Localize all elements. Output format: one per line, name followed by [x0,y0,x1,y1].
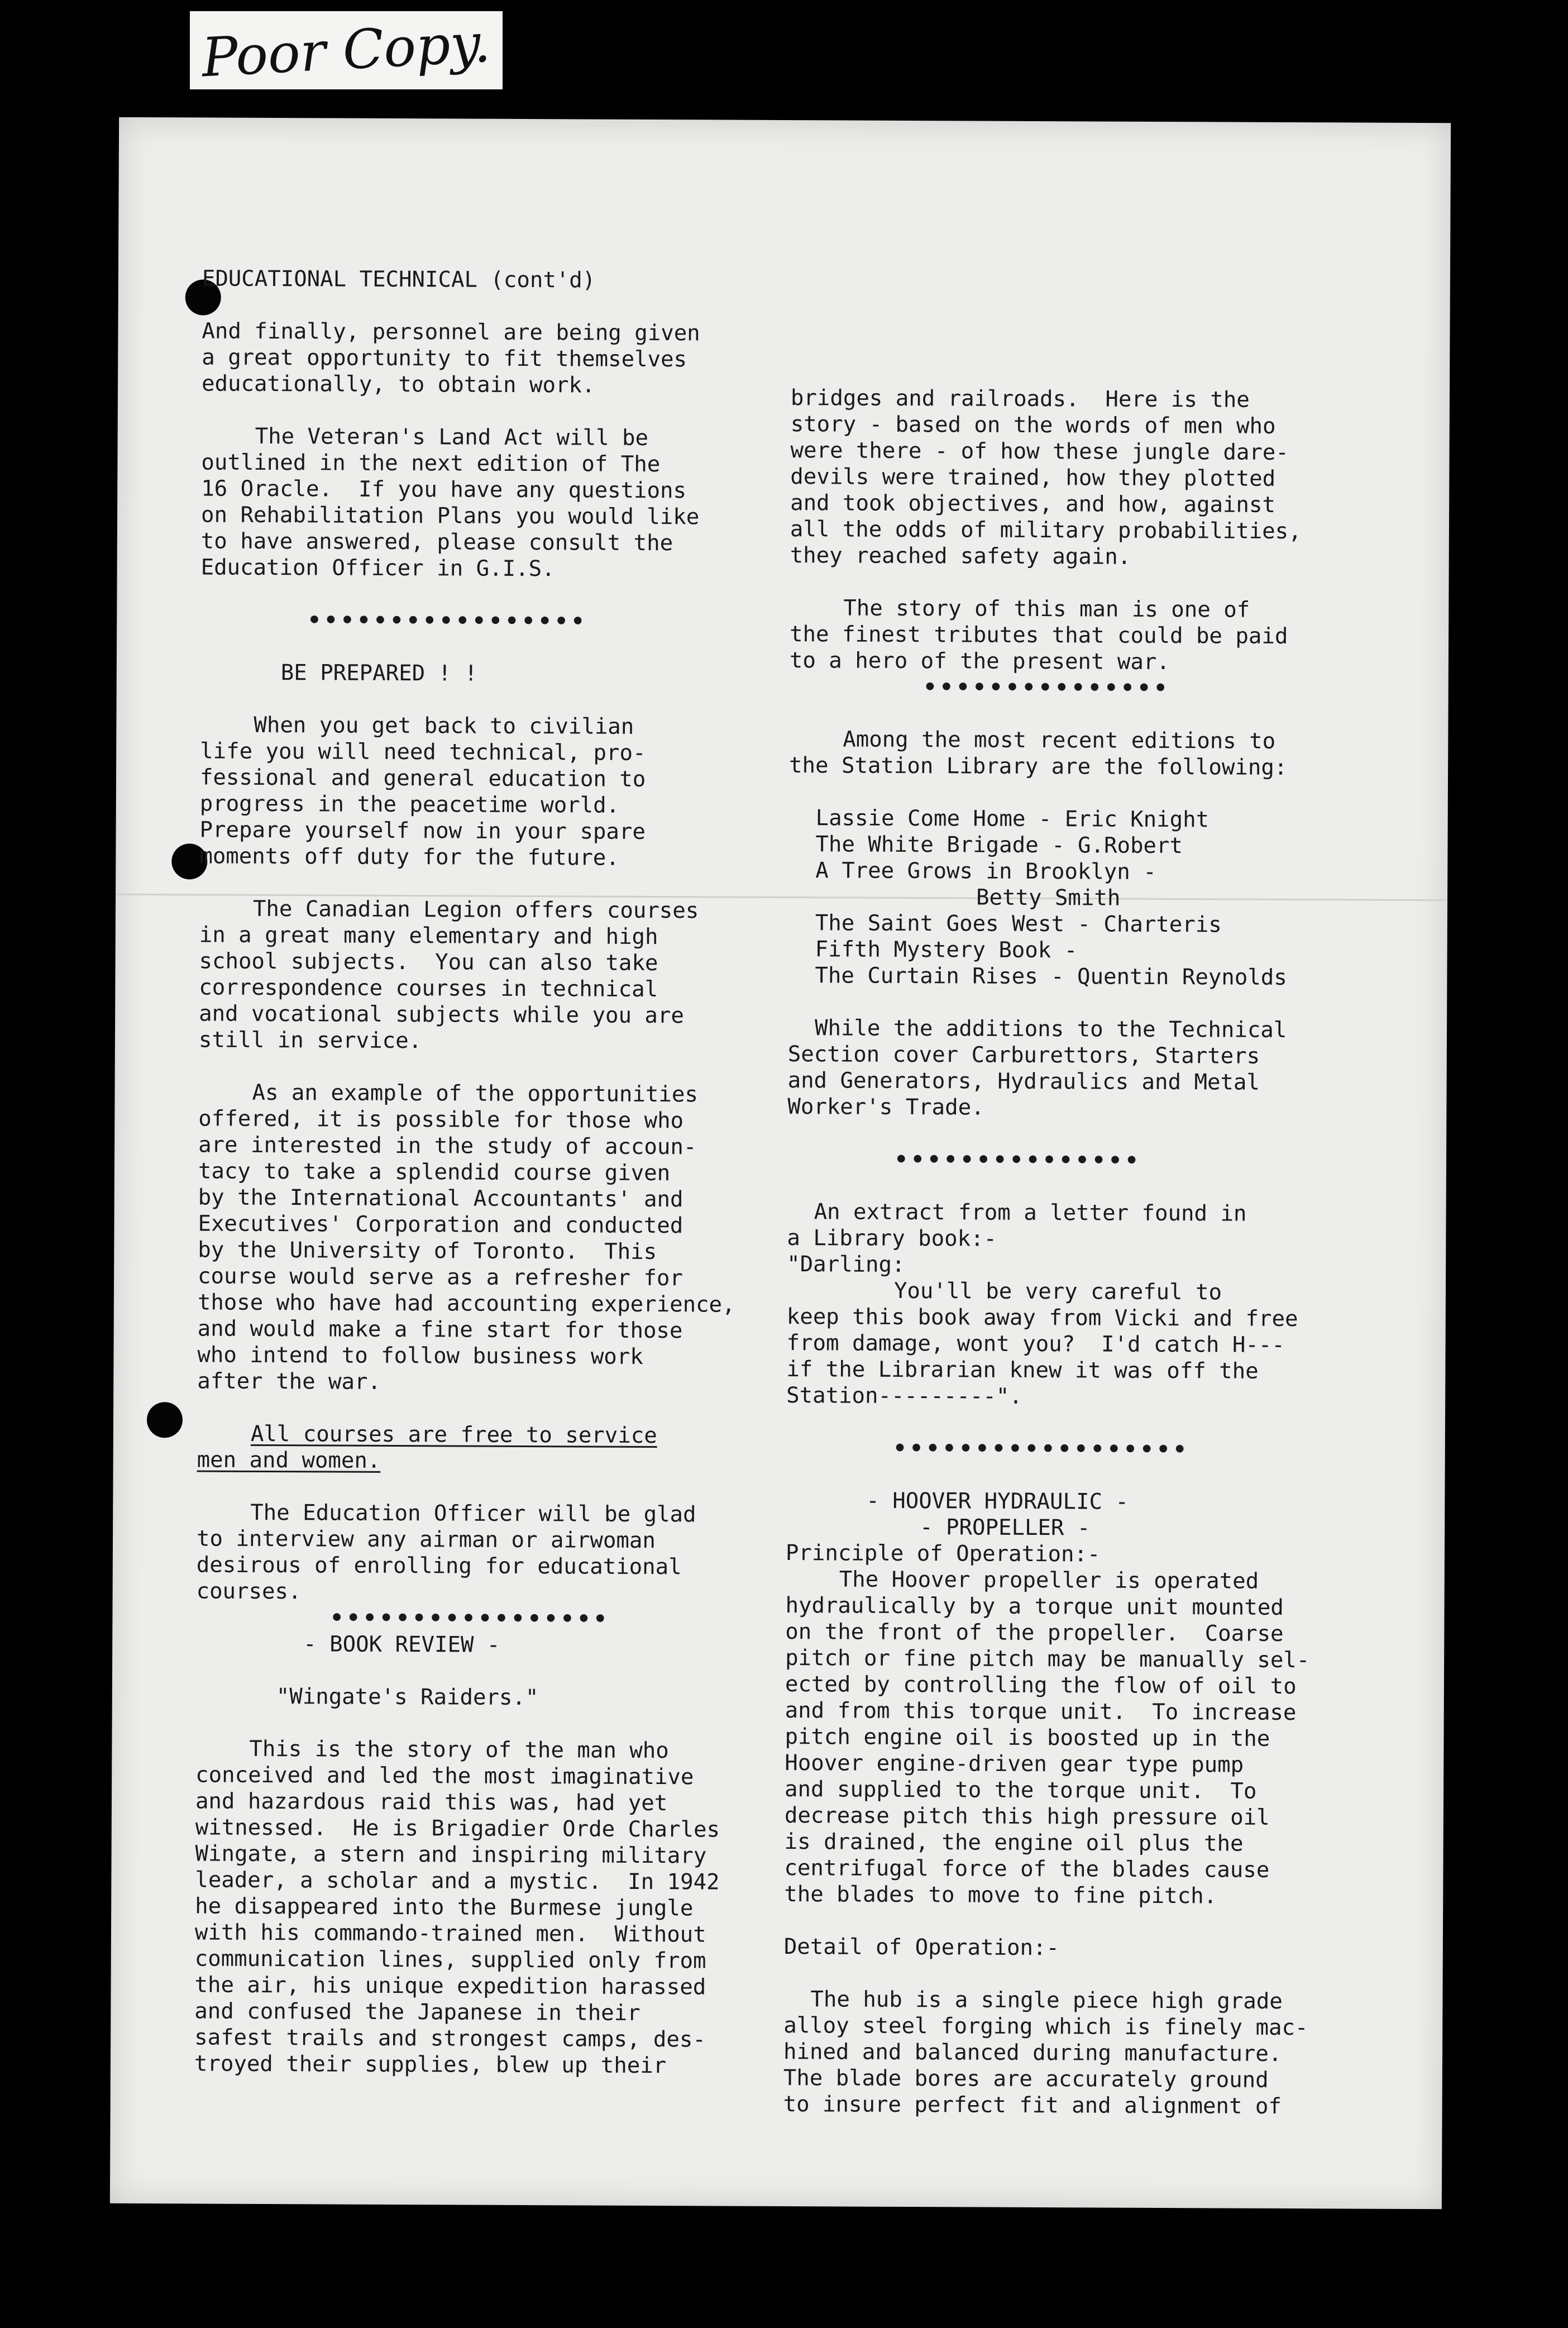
text-line: You'll be very careful to [893,1278,1222,1305]
text-line: outlined in the next edition of The [201,450,661,478]
text-line: BE PREPARED ! ! [280,660,478,686]
text-line: Betty Smith [976,885,1121,911]
text-line: pitch or fine pitch may be manually sel- [785,1645,1310,1673]
blank-line [789,779,1431,808]
blank-line [196,1657,782,1686]
text-line: by the International Accountants' and [198,1185,683,1213]
text-line: The Curtain Rises - Quentin Reynolds [815,963,1287,990]
text-line: hined and balanced during manufacture. [783,2039,1282,2067]
text-line: all the odds of military probabilities, [790,517,1302,545]
blank-line [787,1172,1430,1201]
blank-line [196,1709,782,1738]
text-line: ected by controlling the flow of oil to [785,1672,1297,1700]
blank-line [786,1409,1428,1438]
text-line: Section cover Carburettors, Starters [787,1042,1260,1069]
text-line: All courses are free to service [250,1421,657,1449]
text-line: "Wingate's Raiders." [276,1684,539,1711]
text-line: 16 Oracle. If you have any questions [201,476,687,504]
text-line: troyed their supplies, blew up their [194,2051,667,2079]
text-line: and from this torque unit. To increase [785,1698,1297,1726]
blank-line [200,633,787,662]
text-line: The hub is a single piece high grade [810,1987,1283,2014]
blank-line [791,359,1433,388]
text-line: Executives' Corporation and conducted [198,1211,683,1239]
blank-line [202,292,788,321]
text-line: the air, his unique expedition harassed [194,1972,706,2000]
text-line: correspondence courses in technical [199,975,658,1003]
text-line: and took objectives, and how, against [790,490,1276,518]
text-line: Among the most recent editions to [843,727,1276,754]
text-line: The Saint Goes West - Charteris [815,910,1222,938]
text-line: in a great many elementary and high [199,922,658,950]
section-divider: ••••••••••••••••• [308,608,588,635]
blank-line [199,869,786,898]
text-line: and hazardous raid this was, had yet [195,1788,668,1816]
blank-line [786,1461,1428,1490]
text-line: offered, it is possible for those who [198,1106,684,1134]
text-line: Detail of Operation:- [783,1934,1060,1961]
text-line: bridges and railroads. Here is the [790,385,1250,413]
text-line: Education Officer in G.I.S. [200,555,555,582]
handwritten-label: Poor Copy. [200,11,493,89]
text-line: men and women. [197,1447,381,1473]
text-line: - HOOVER HYDRAULIC - [866,1488,1129,1515]
text-line: and vocational subjects while you are [199,1001,685,1029]
text-line: on the front of the propeller. Coarse [785,1619,1284,1647]
blank-line [199,1053,785,1082]
text-line: by the University of Toronto. This [198,1237,657,1265]
text-line: centrifugal force of the blades cause [784,1855,1270,1883]
text-line: the blades to move to fine pitch. [784,1882,1217,1909]
blank-line [197,1473,783,1502]
section-divider: ••••••••••••••• [894,1147,1142,1173]
handwritten-label-card [190,11,503,89]
blank-line [791,332,1433,361]
text-line: EDUCATIONAL TECHNICAL (cont'd) [202,266,596,293]
text-line: An extract from a letter found in [814,1199,1247,1227]
text-line: with his commando-trained men. Without [194,1920,706,1948]
text-line: courses. [196,1578,302,1605]
left-column [194,265,788,2079]
text-line: safest trails and strongest camps, des- [194,2025,706,2053]
text-line: a great opportunity to fit themselves [202,345,687,373]
text-line: Station---------". [786,1383,1022,1409]
blank-line [200,580,787,609]
text-line: educationally, to obtain work. [201,371,595,398]
text-line: and would make a fine start for those [197,1316,683,1344]
text-line: he disappeared into the Burmese jungle [195,1893,694,1921]
text-line: Principle of Operation:- [785,1540,1101,1567]
text-line: to have answered, please consult the [200,528,673,556]
text-line: story - based on the words of men who [790,412,1276,439]
text-line: Prepare yourself now in your spare [199,817,646,845]
text-line: keep this book away from Vicki and free [786,1304,1298,1332]
text-line: - BOOK REVIEW - [303,1631,500,1658]
text-line: alloy steel forging which is finely mac- [783,2013,1308,2041]
right-column [783,332,1433,2120]
text-line: The Veteran's Land Act will be [255,423,649,451]
text-line: and supplied to the torque unit. To [785,1777,1257,1804]
section-divider: ••••••••••••••••• [330,1605,610,1632]
text-line: As an example of the opportunities [252,1080,698,1108]
text-line: The blade bores are accurately ground [783,2065,1269,2093]
blank-line [789,700,1431,729]
text-line: pitch engine oil is boosted up in the [785,1724,1270,1752]
text-line: communication lines, supplied only from [194,1946,706,1974]
text-line: devils were trained, how they plotted [790,464,1276,492]
blank-line [784,1907,1426,1936]
text-line: leader, a scholar and a mystic. In 1942 [195,1867,720,1895]
text-line: on Rehabilitation Plans you would like [200,502,700,530]
text-line: and Generators, Hydraulics and Metal [787,1068,1260,1095]
text-line: desirous of enrolling for educational [196,1552,682,1580]
text-line: moments off duty for the future. [199,843,619,871]
blank-line [197,1394,783,1423]
text-line: the Station Library are the following: [789,753,1288,780]
text-line: who intend to follow business work [197,1342,643,1370]
text-line: conceived and led the most imaginative [195,1762,694,1790]
text-line: from damage, wont you? I'd catch H--- [786,1330,1285,1358]
text-line: if the Librarian knew it was off the [786,1357,1259,1384]
text-line: decrease pitch this high pressure oil [784,1803,1270,1830]
text-line: a Library book:- [787,1225,997,1252]
blank-line [200,685,787,714]
text-line: While the additions to the Technical [814,1015,1287,1043]
text-line: When you get back to civilian [254,712,634,740]
text-line: The Education Officer will be glad [250,1500,696,1528]
text-line: school subjects. You can also take [199,948,658,976]
text-line: they reached safety again. [790,543,1131,570]
text-line: progress in the peacetime world. [199,791,620,818]
text-line: Fifth Mystery Book - [815,937,1078,963]
text-line: still in service. [198,1027,422,1054]
text-line: witnessed. He is Brigadier Orde Charles [195,1815,720,1843]
text-line: And finally, personnel are being given [202,318,700,346]
text-line: hydraulically by a torque unit mounted [785,1593,1284,1620]
text-line: life you will need technical, pro- [200,738,646,766]
text-line: fessional and general education to [199,765,646,792]
text-line: after the war. [197,1368,381,1395]
text-line: to insure perfect fit and alignment of [783,2092,1282,2119]
section-divider: ••••••••••••••• [923,675,1171,702]
blank-line [788,989,1430,1018]
document-page [110,117,1451,2209]
text-line: Lassie Come Home - Eric Knight [815,805,1210,833]
text-line: to interview any airman or airwoman [196,1526,656,1554]
blank-line [790,569,1432,598]
text-line: are interested in the study of accoun- [198,1132,697,1160]
blank-line [787,1120,1430,1149]
text-line: The Hoover propeller is operated [839,1567,1259,1594]
punch-hole-bottom [147,1402,183,1438]
text-line: A Tree Grows in Brooklyn - [815,858,1156,885]
text-line: to a hero of the present war. [789,648,1170,675]
text-line: is drained, the engine oil plus the [784,1829,1244,1857]
blank-line [202,397,788,426]
text-line: This is the story of the man who [249,1736,669,1764]
text-line: course would serve as a refresher for [198,1263,683,1291]
blank-line [784,1960,1426,1989]
text-line: Wingate, a stern and inspiring military [195,1841,707,1869]
text-line: the finest tributes that could be paid [790,622,1288,649]
text-line: The White Brigade - G.Robert [815,832,1183,859]
text-line: "Darling: [787,1252,905,1277]
text-line: those who have had accounting experience, [197,1290,735,1318]
text-line: The story of this man is one of [843,595,1250,623]
text-line: Hoover engine-driven gear type pump [785,1750,1244,1778]
section-divider: •••••••••••••••••• [893,1435,1190,1463]
text-line: Worker's Trade. [787,1094,984,1120]
text-line: The Canadian Legion offers courses [252,896,699,924]
text-line: tacy to take a splendid course given [198,1158,671,1186]
text-line: were there - of how these jungle dare- [790,438,1289,465]
text-line: and confused the Japanese in their [194,1998,640,2026]
text-line: - PROPELLER - [920,1515,1091,1541]
